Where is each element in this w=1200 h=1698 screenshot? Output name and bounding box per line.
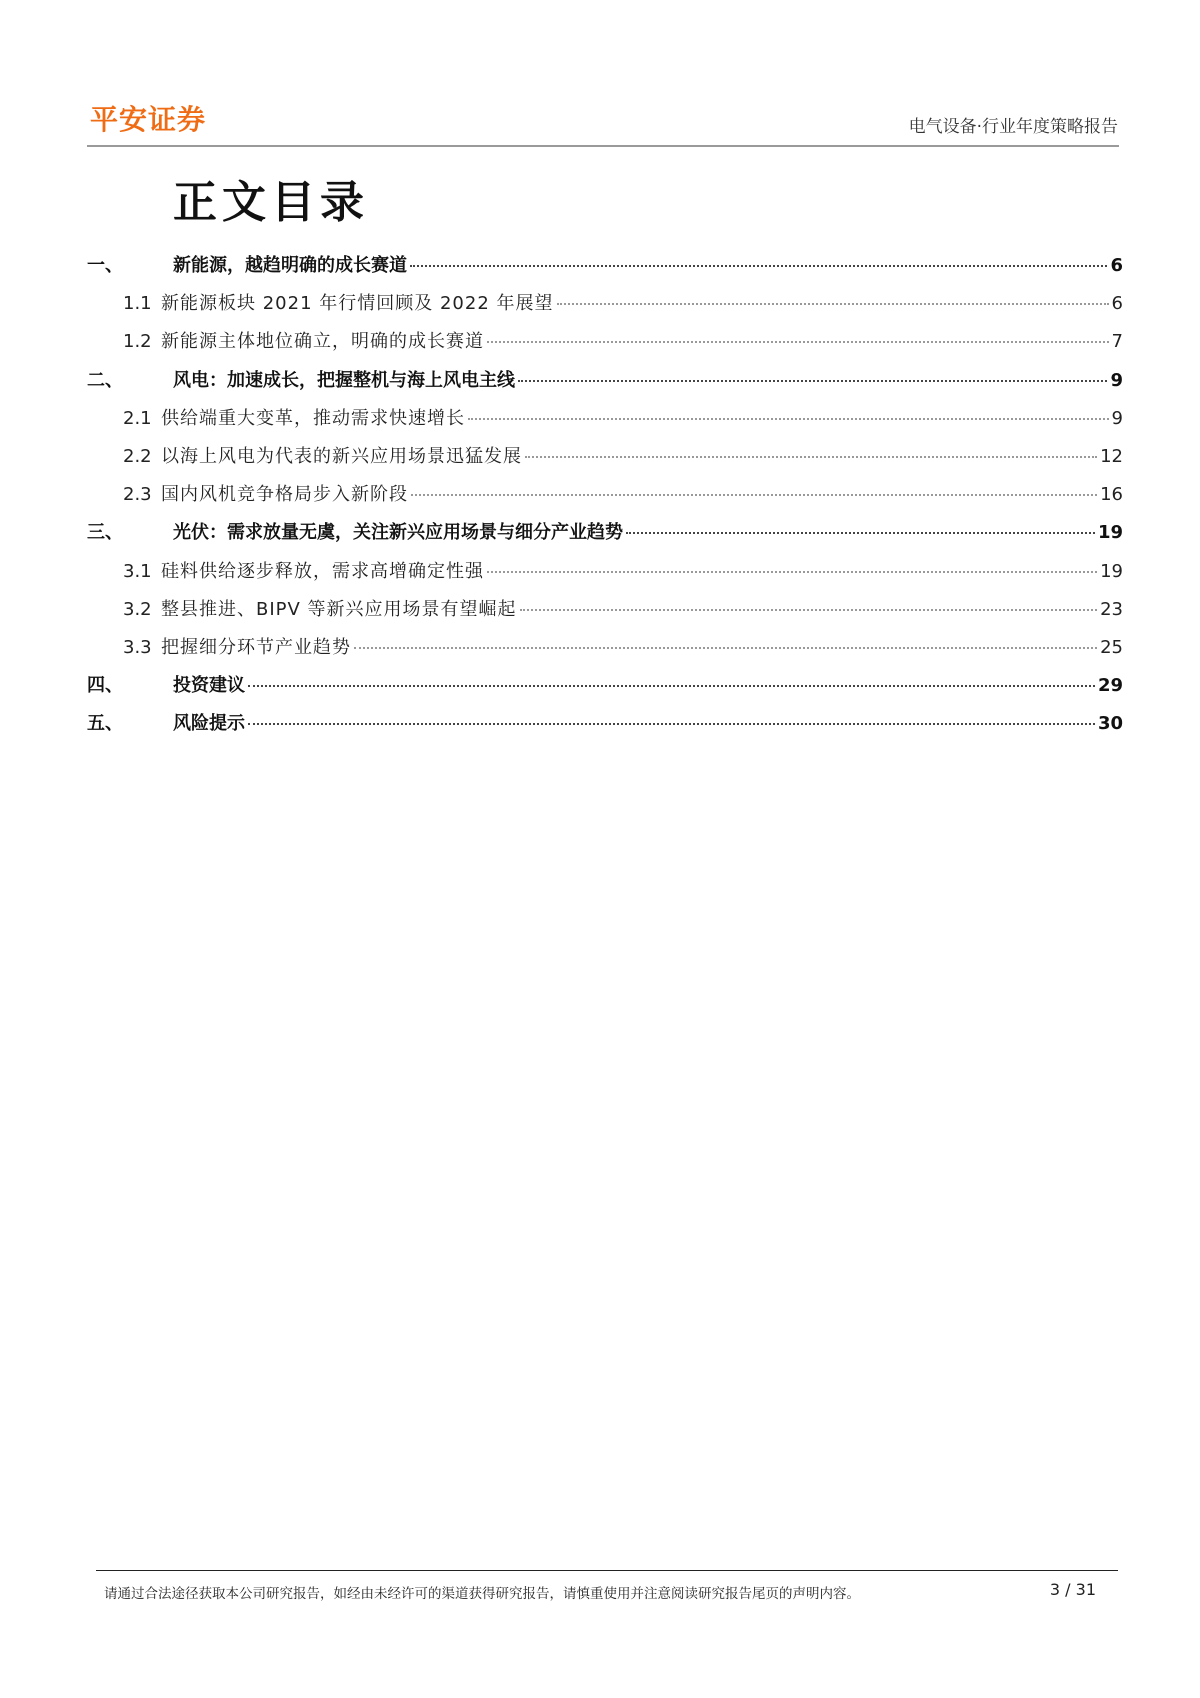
toc-section[interactable] [87,251,1123,289]
toc-leader-dots [626,532,1095,534]
toc-number: 2.3 [123,484,152,506]
toc-leader-dots [557,303,1109,305]
page-number: 3 / 31 [1049,1580,1096,1599]
toc-title: 以海上风电为代表的新兴应用场景迅猛发展 [161,445,522,467]
footer-disclaimer: 请通过合法途径获取本公司研究报告，如经由未经许可的渠道获得研究报告，请慎重使用并注意阅读研究报告尾页的声明内容。 [104,1586,860,1602]
toc-title: 硅料供给逐步释放，需求高增确定性强 [161,560,484,582]
toc-leader-dots [248,685,1095,687]
toc-leader-dots [518,380,1107,382]
toc-number: 1.1 [123,293,152,315]
page-title: 正文目录 [173,177,369,228]
toc-title: 国内风机竞争格局步入新阶段 [161,484,408,506]
toc-number: 3.3 [123,636,152,658]
toc-number: 一、 [87,255,123,276]
toc-number: 1.2 [123,331,152,353]
toc-subsection[interactable] [87,480,1123,518]
header-divider [87,145,1119,147]
toc-page-number: 29 [1097,675,1123,697]
toc-section[interactable] [87,709,1123,747]
toc-subsection[interactable] [87,442,1123,480]
toc-subsection[interactable] [87,289,1123,327]
toc-page-number: 25 [1100,636,1123,658]
toc-leader-dots [248,723,1095,725]
toc-leader-dots [354,647,1097,649]
toc-subsection[interactable] [87,595,1123,633]
toc-title: 新能源，越趋明确的成长赛道 [173,255,407,276]
toc-number: 五、 [87,713,123,735]
toc-title: 投资建议 [173,675,245,697]
toc-leader-dots [487,571,1097,573]
toc-title: 风险提示 [173,713,245,735]
toc-title: 把握细分环节产业趋势 [161,636,351,658]
toc-leader-dots [411,494,1097,496]
footer-divider [96,1570,1118,1571]
toc-page-number: 6 [1111,293,1123,315]
toc-subsection[interactable] [87,633,1123,671]
toc-number: 2.1 [123,407,152,429]
toc-number: 二、 [87,369,123,391]
toc-page-number: 19 [1100,560,1123,582]
toc-page-number: 7 [1111,331,1123,353]
toc-number: 三、 [87,522,123,544]
toc-section[interactable] [87,671,1123,709]
company-logo: 平安证券 [90,103,207,136]
toc-title: 风电：加速成长，把握整机与海上风电主线 [173,369,515,391]
toc-title: 供给端重大变革，推动需求快速增长 [161,407,465,429]
toc-subsection[interactable] [87,557,1123,595]
toc-page-number: 12 [1100,445,1123,467]
table-of-contents [87,251,1123,747]
toc-number: 2.2 [123,445,152,467]
toc-page-number: 30 [1097,713,1123,735]
toc-number: 四、 [87,675,123,697]
toc-section[interactable] [87,366,1123,404]
toc-title: 新能源主体地位确立，明确的成长赛道 [161,331,484,353]
toc-subsection[interactable] [87,404,1123,442]
toc-section[interactable] [87,518,1123,556]
toc-subsection[interactable] [87,327,1123,365]
report-type: 电气设备·行业年度策略报告 [908,117,1118,137]
toc-title: 新能源板块 2021 年行情回顾及 2022 年展望 [161,293,554,315]
toc-leader-dots [520,609,1098,611]
toc-number: 3.2 [123,598,152,620]
toc-page-number: 9 [1111,407,1123,429]
toc-page-number: 6 [1110,255,1123,276]
toc-page-number: 16 [1100,484,1123,506]
toc-leader-dots [487,341,1109,343]
toc-title: 光伏：需求放量无虞，关注新兴应用场景与细分产业趋势 [173,522,623,544]
toc-page-number: 23 [1100,598,1123,620]
toc-leader-dots [410,265,1107,267]
toc-title: 整县推进、BIPV 等新兴应用场景有望崛起 [161,598,517,620]
toc-number: 3.1 [123,560,152,582]
toc-page-number: 9 [1110,369,1123,391]
toc-page-number: 19 [1097,522,1123,544]
toc-leader-dots [525,456,1097,458]
toc-leader-dots [468,418,1109,420]
